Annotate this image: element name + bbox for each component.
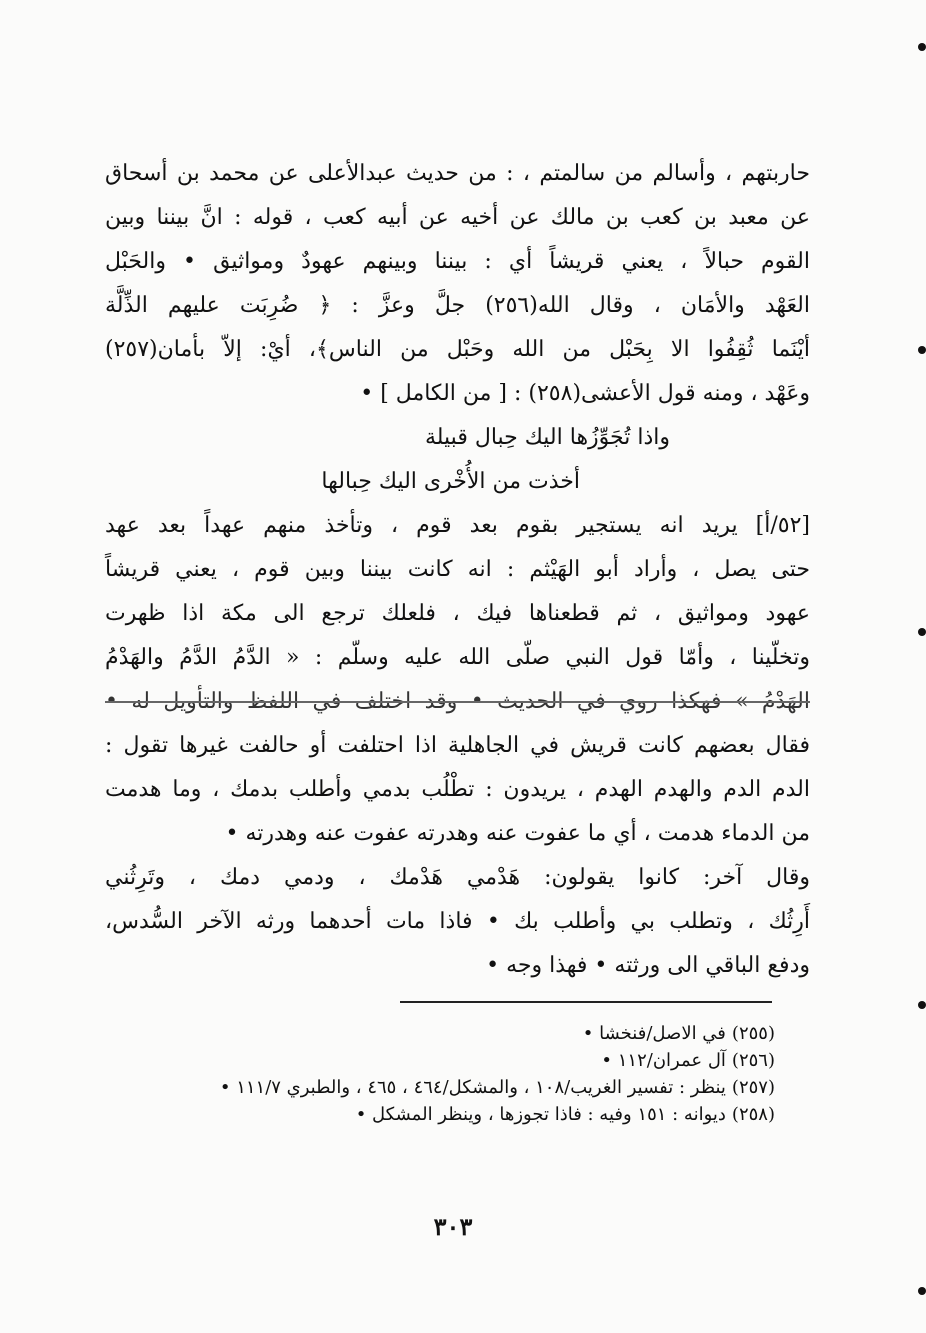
binding-hole-mark — [918, 43, 926, 51]
text-line: ودفع الباقي الى ورثته • فهذا وجه • — [486, 953, 810, 978]
text-line: الهَدْمُ » فهكذا روي في الحديث • وقد اختلف في اللفظ والتأويل له • — [105, 689, 810, 714]
text-line: وعَهْد ، ومنه قول الأعشى(٢٥٨) : [ من الكامل ] • — [360, 381, 810, 406]
text-line: وقال آخر: كانوا يقولون: هَدْمي هَدْمك ، ودمي دمك ، وتَرِثُني — [105, 865, 810, 890]
footnote-text: آل عمران/١١٢ • — [601, 1050, 726, 1071]
text-line: حتى يصل ، وأراد أبو الهَيْثم : انه كانت بيننا وبين قوم ، يعني قريشاً — [105, 557, 810, 582]
text-line: وتخلّينا ، وأمّا قول النبي صلّى الله عليه وسلّم : « الدَّمُ الدَّمُ والهَدْمُ — [105, 645, 810, 670]
binding-hole-mark — [918, 1001, 926, 1009]
binding-hole-mark — [918, 1287, 926, 1295]
text-line: الدم الدم والهدم الهدم ، يريدون : تطْلُب بدمي وأطلب بدمك ، وما هدمت — [105, 777, 810, 802]
text-line: عن معبد بن كعب بن مالك عن أخيه عن أبيه كعب ، قوله : انَّ بيننا وبين — [105, 205, 810, 230]
main-text — [105, 152, 810, 988]
footnote — [110, 1020, 775, 1047]
text-line: حاربتهم ، وأسالم من سالمتم ، : من حديث عبدالأعلى عن محمد بن أسحاق — [105, 161, 810, 186]
text-line: أَرِثُك ، وتطلب بي وأطلب بك • فاذا مات أحدهما ورثه الآخر السُّدس، — [105, 909, 810, 934]
page-number: ٣٠٣ — [433, 1212, 473, 1241]
text-line: أيْنَما ثُقِفُوا الا بِحَبْل من الله وحَبْل من الناس﴾، أيْ: إلاّ بأمان(٢٥٧) — [105, 337, 810, 362]
verse-line: واذا تُجَوِّزُها اليك حِبال قبيلة — [424, 425, 670, 450]
footnote-number: (٢٥٨) — [731, 1104, 775, 1125]
binding-hole-mark — [918, 346, 926, 354]
footnote-number: (٢٥٧) — [731, 1077, 775, 1098]
footnote-number: (٢٥٥) — [731, 1023, 775, 1044]
footnote-number: (٢٥٦) — [731, 1050, 775, 1071]
footnote-text: ينظر : تفسير الغريب/١٠٨ ، والمشكل/٤٦٤ ، ٤٦٥ ، والطبري ١١١/٧ • — [219, 1077, 726, 1098]
binding-hole-mark — [918, 628, 926, 636]
text-line: من الدماء هدمت ، أي ما عفوت عنه وهدرته عفوت عنه وهدرته • — [225, 821, 810, 846]
text-line: [٥٢/أ] يريد انه يستجير بقوم بعد قوم ، وتأخذ منهم عهداً بعد عهد — [105, 513, 810, 538]
footnote-text: في الاصل/فنخشا • — [582, 1023, 726, 1044]
footnote — [110, 1047, 775, 1074]
footnote — [110, 1074, 775, 1101]
footnote — [110, 1101, 775, 1128]
footnotes — [110, 1020, 775, 1128]
text-line: القوم حبالاً ، يعني قريشاً أي : بيننا وبينهم عهودٌ ومواثيق • والحَبْل — [105, 249, 810, 274]
text-line: العَهْد والأمَان ، وقال الله(٢٥٦) جلَّ وعزَّ : ﴿ ضُرِبَت عليهم الذِّلَّة — [105, 293, 810, 318]
text-line: عهود ومواثيق ، ثم قطعناها فيك ، فلعلك ترجع الى مكة اذا ظهرت — [105, 601, 810, 626]
footnote-divider — [400, 1001, 772, 1003]
verse-line: أخذت من الأُخْرى اليك حِبالها — [321, 469, 580, 494]
footnote-text: ديوانه : ١٥١ وفيه : فاذا تجوزها ، وينظر المشكل • — [355, 1104, 726, 1125]
text-line: فقال بعضهم كانت قريش في الجاهلية اذا احتلفت أو حالفت غيرها تقول : — [105, 733, 810, 758]
